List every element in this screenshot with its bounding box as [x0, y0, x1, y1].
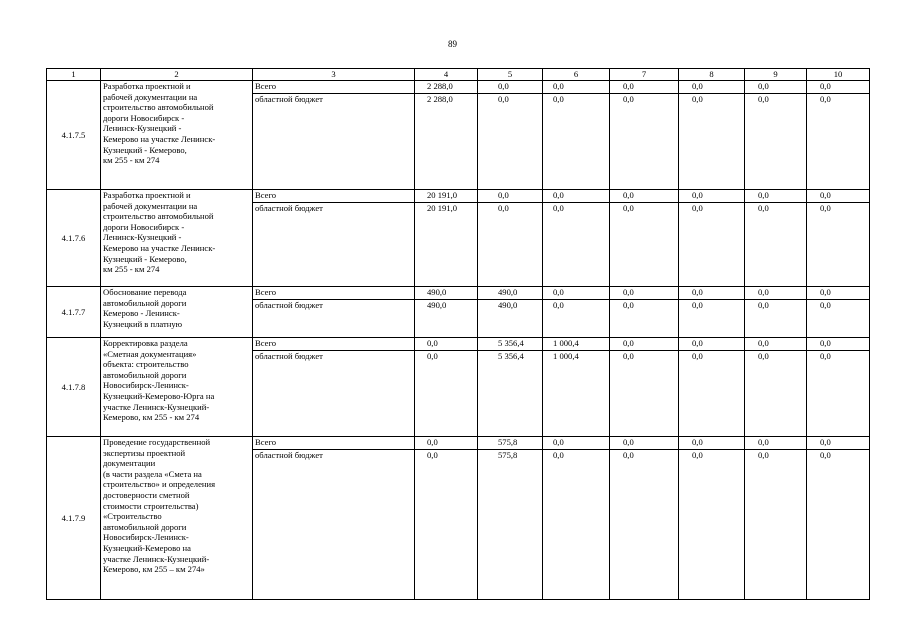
value-cell: 0,0 — [745, 190, 807, 203]
value-cell: 0,0 — [745, 351, 807, 437]
value-cell: 5 356,4 — [478, 351, 543, 437]
value-cell: 0,0 — [807, 287, 870, 300]
value-cell: 0,0 — [679, 94, 745, 190]
value-cell: 490,0 — [478, 300, 543, 338]
value-cell: 0,0 — [745, 94, 807, 190]
value-cell: 0,0 — [745, 450, 807, 600]
item-code: 4.1.7.6 — [47, 190, 101, 287]
value-cell: 20 191,0 — [415, 203, 478, 287]
value-cell: 0,0 — [610, 81, 679, 94]
value-cell: 20 191,0 — [415, 190, 478, 203]
value-cell: 0,0 — [543, 94, 610, 190]
value-cell: 0,0 — [610, 190, 679, 203]
value-cell: 1 000,4 — [543, 351, 610, 437]
funding-source: Всего — [253, 437, 415, 450]
col-header-1: 1 — [47, 69, 101, 81]
item-code: 4.1.7.8 — [47, 338, 101, 437]
value-cell: 0,0 — [807, 351, 870, 437]
value-cell: 0,0 — [610, 300, 679, 338]
table-row — [47, 81, 870, 94]
value-cell: 0,0 — [679, 81, 745, 94]
value-cell: 0,0 — [807, 81, 870, 94]
value-cell: 575,8 — [478, 437, 543, 450]
value-cell: 2 288,0 — [415, 81, 478, 94]
value-cell: 0,0 — [745, 338, 807, 351]
col-header-3: 3 — [253, 69, 415, 81]
value-cell: 0,0 — [415, 437, 478, 450]
item-code: 4.1.7.7 — [47, 287, 101, 338]
item-description: Разработка проектной и рабочей документации на строительство автомобильной дороги Новосибирск - Ленинск-Кузнецкий - Кемерово на участке Ленинск- Кузнецкий - Кемерово, км 255 - км 274 — [101, 81, 253, 190]
item-description: Проведение государственной экспертизы проектной документации (в части раздела «Смета на строительство» и определения достоверности сметной стоимости строительства) «Строительство автомобильной дороги Новосибирск-Ленинск- Кузнецкий-Кемерово на участке Ленинск-Кузнецкий- Кемерово, км 255 – км 274» — [101, 437, 253, 600]
value-cell: 0,0 — [610, 94, 679, 190]
table-row — [47, 287, 870, 300]
value-cell: 0,0 — [745, 287, 807, 300]
funding-source: областной бюджет — [253, 203, 415, 287]
value-cell: 0,0 — [543, 81, 610, 94]
table-row — [47, 338, 870, 351]
value-cell: 0,0 — [478, 94, 543, 190]
item-description: Обоснование перевода автомобильной дороги Кемерово - Ленинск- Кузнецкий в платную — [101, 287, 253, 338]
value-cell: 0,0 — [478, 190, 543, 203]
value-cell: 575,8 — [478, 450, 543, 600]
value-cell: 0,0 — [415, 351, 478, 437]
funding-source: Всего — [253, 338, 415, 351]
value-cell: 0,0 — [415, 450, 478, 600]
value-cell: 0,0 — [610, 437, 679, 450]
col-header-9: 9 — [745, 69, 807, 81]
item-code: 4.1.7.9 — [47, 437, 101, 600]
funding-source: областной бюджет — [253, 450, 415, 600]
value-cell: 0,0 — [807, 94, 870, 190]
table-row — [47, 437, 870, 450]
value-cell: 0,0 — [745, 437, 807, 450]
value-cell: 0,0 — [543, 437, 610, 450]
value-cell: 0,0 — [415, 338, 478, 351]
value-cell: 0,0 — [610, 450, 679, 600]
value-cell: 0,0 — [679, 203, 745, 287]
item-description: Корректировка раздела «Сметная документация» объекта: строительство автомобильной дороги Новосибирск-Ленинск- Кузнецкий-Кемерово-Юрга на участке Ленинск-Кузнецкий- Кемерово, км 255 - км 274 — [101, 338, 253, 437]
value-cell: 0,0 — [807, 190, 870, 203]
col-header-8: 8 — [679, 69, 745, 81]
value-cell: 0,0 — [610, 351, 679, 437]
value-cell: 0,0 — [745, 81, 807, 94]
col-header-10: 10 — [807, 69, 870, 81]
funding-source: Всего — [253, 81, 415, 94]
col-header-5: 5 — [478, 69, 543, 81]
value-cell: 0,0 — [745, 203, 807, 287]
value-cell: 0,0 — [807, 450, 870, 600]
table-row — [47, 190, 870, 203]
value-cell: 490,0 — [415, 300, 478, 338]
value-cell: 0,0 — [745, 300, 807, 338]
value-cell: 0,0 — [679, 300, 745, 338]
value-cell: 2 288,0 — [415, 94, 478, 190]
value-cell: 0,0 — [610, 203, 679, 287]
value-cell: 0,0 — [478, 203, 543, 287]
value-cell: 0,0 — [543, 287, 610, 300]
value-cell: 0,0 — [610, 287, 679, 300]
value-cell: 0,0 — [679, 437, 745, 450]
col-header-7: 7 — [610, 69, 679, 81]
col-header-2: 2 — [101, 69, 253, 81]
value-cell: 0,0 — [610, 338, 679, 351]
funding-source: областной бюджет — [253, 300, 415, 338]
value-cell: 0,0 — [679, 450, 745, 600]
funding-source: областной бюджет — [253, 351, 415, 437]
value-cell: 0,0 — [807, 338, 870, 351]
value-cell: 0,0 — [543, 203, 610, 287]
col-header-4: 4 — [415, 69, 478, 81]
item-description: Разработка проектной и рабочей документации на строительство автомобильной дороги Новосибирск - Ленинск-Кузнецкий - Кемерово на участке Ленинск- Кузнецкий - Кемерово, км 255 - км 274 — [101, 190, 253, 287]
value-cell: 0,0 — [543, 190, 610, 203]
funding-source: областной бюджет — [253, 94, 415, 190]
value-cell: 0,0 — [543, 300, 610, 338]
header-row — [47, 69, 870, 81]
value-cell: 0,0 — [543, 450, 610, 600]
value-cell: 0,0 — [679, 287, 745, 300]
value-cell: 0,0 — [478, 81, 543, 94]
item-code: 4.1.7.5 — [47, 81, 101, 190]
value-cell: 490,0 — [415, 287, 478, 300]
funding-source: Всего — [253, 287, 415, 300]
col-header-6: 6 — [543, 69, 610, 81]
value-cell: 0,0 — [679, 338, 745, 351]
value-cell: 0,0 — [807, 203, 870, 287]
page-number: 89 — [448, 39, 457, 49]
value-cell: 0,0 — [807, 437, 870, 450]
value-cell: 490,0 — [478, 287, 543, 300]
budget-table — [46, 68, 870, 600]
value-cell: 1 000,4 — [543, 338, 610, 351]
value-cell: 0,0 — [807, 300, 870, 338]
funding-source: Всего — [253, 190, 415, 203]
value-cell: 5 356,4 — [478, 338, 543, 351]
value-cell: 0,0 — [679, 351, 745, 437]
value-cell: 0,0 — [679, 190, 745, 203]
